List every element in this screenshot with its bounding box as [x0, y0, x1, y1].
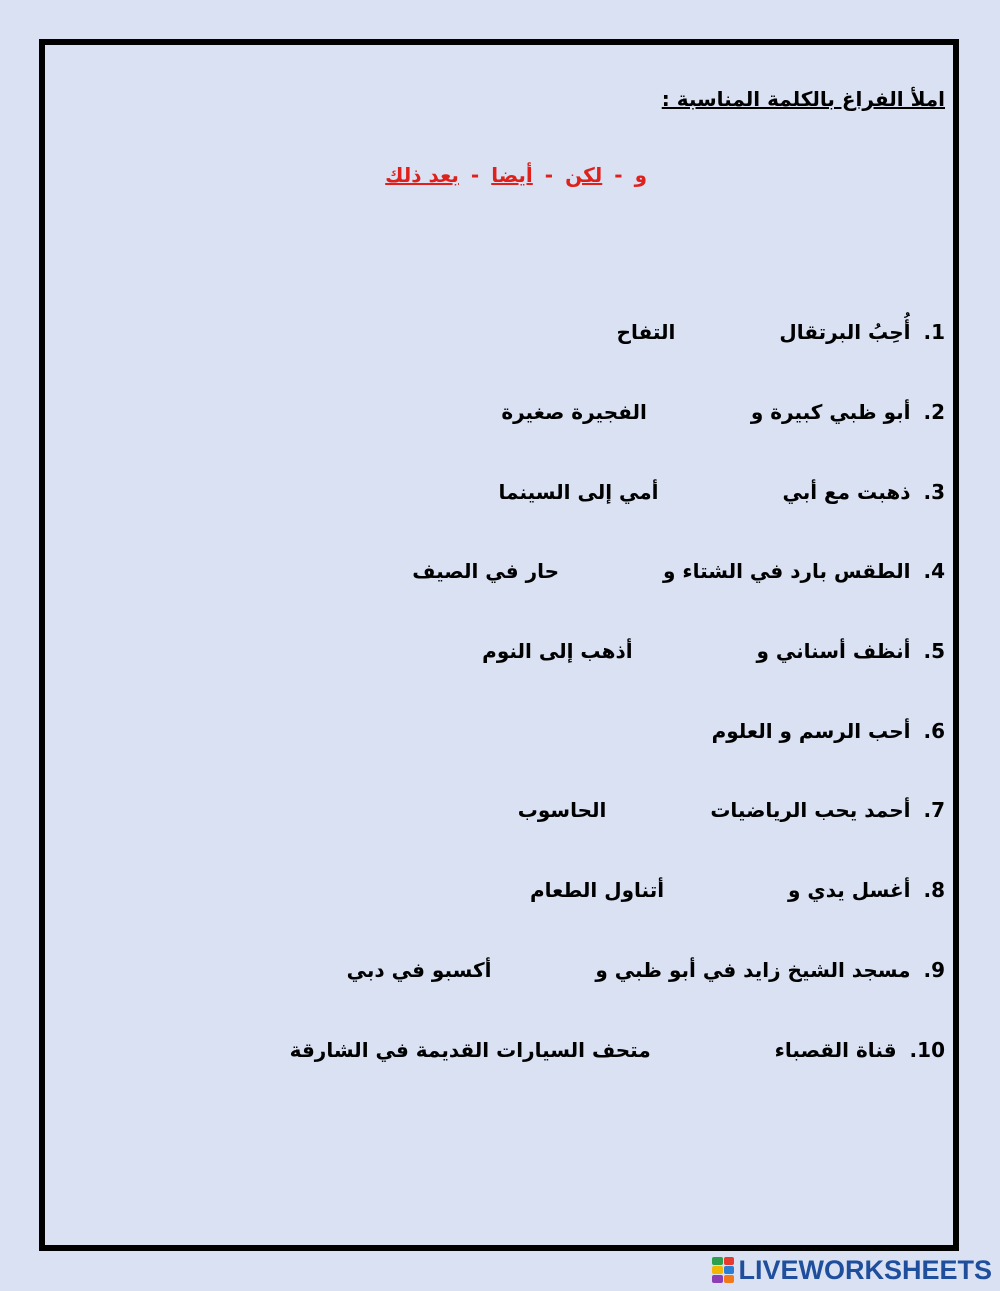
worksheet-frame	[39, 39, 959, 1251]
question-5	[482, 636, 945, 666]
question-text-before: قناة القصباء	[774, 1038, 897, 1062]
question-text-before: أحمد يحب الرياضيات	[710, 798, 911, 822]
word-bank	[385, 163, 647, 187]
question-2	[501, 397, 945, 427]
question-text-before: أُحِبُ البرتقال	[779, 320, 911, 344]
question-number: 2.	[923, 400, 945, 424]
word-bank-item: بعد ذلك	[385, 163, 459, 187]
question-text-after: أتناول الطعام	[529, 878, 665, 902]
question-8	[530, 875, 945, 905]
question-number: 1.	[923, 320, 945, 344]
word-bank-item: و	[634, 163, 647, 187]
question-text-after: متحف السيارات القديمة في الشارقة	[289, 1038, 651, 1062]
question-7	[518, 795, 945, 825]
question-text-after: أكسبو في دبي	[346, 958, 492, 982]
question-text-before: مسجد الشيخ زايد في أبو ظبي و	[595, 958, 911, 982]
question-text-after: حار في الصيف	[412, 559, 560, 583]
question-number: 3.	[923, 480, 945, 504]
logo-text: LIVEWORKSHEETS	[738, 1254, 992, 1285]
question-text-after: الفجيرة صغيرة	[501, 400, 647, 424]
word-bank-separator: -	[614, 163, 623, 187]
question-text-before: أحب الرسم و العلوم	[711, 719, 911, 743]
question-number: 7.	[923, 798, 945, 822]
question-6	[615, 716, 945, 746]
question-text-after: أمي إلى السينما	[498, 480, 659, 504]
question-number: 10.	[909, 1038, 945, 1062]
word-bank-item: لكن	[565, 163, 603, 187]
question-1	[617, 317, 945, 347]
instruction-heading: املأ الفراغ بالكلمة المناسبة :	[661, 87, 945, 111]
question-number: 9.	[923, 958, 945, 982]
question-text-before: الطقس بارد في الشتاء و	[662, 559, 911, 583]
question-text-after: التفاح	[616, 320, 676, 344]
word-bank-separator: -	[470, 163, 480, 187]
question-4	[412, 556, 945, 586]
question-text-before: أنظف أسناني و	[756, 639, 911, 663]
question-9	[347, 955, 945, 985]
liveworksheets-logo-icon	[712, 1257, 734, 1283]
question-10	[290, 1035, 945, 1065]
question-number: 4.	[923, 559, 945, 583]
question-number: 5.	[923, 639, 945, 663]
question-text-after: الحاسوب	[517, 798, 607, 822]
question-text-before: أغسل يدي و	[788, 878, 911, 902]
question-text-before: ذهبت مع أبي	[782, 480, 911, 504]
liveworksheets-logo[interactable]	[712, 1253, 992, 1287]
word-bank-separator: -	[544, 163, 554, 187]
question-number: 6.	[923, 719, 945, 743]
question-3	[499, 477, 945, 507]
question-text-after: أذهب إلى النوم	[482, 639, 633, 663]
question-number: 8.	[923, 878, 945, 902]
question-text-before: أبو ظبي كبيرة و	[750, 400, 911, 424]
word-bank-item: أيضا	[491, 163, 533, 187]
